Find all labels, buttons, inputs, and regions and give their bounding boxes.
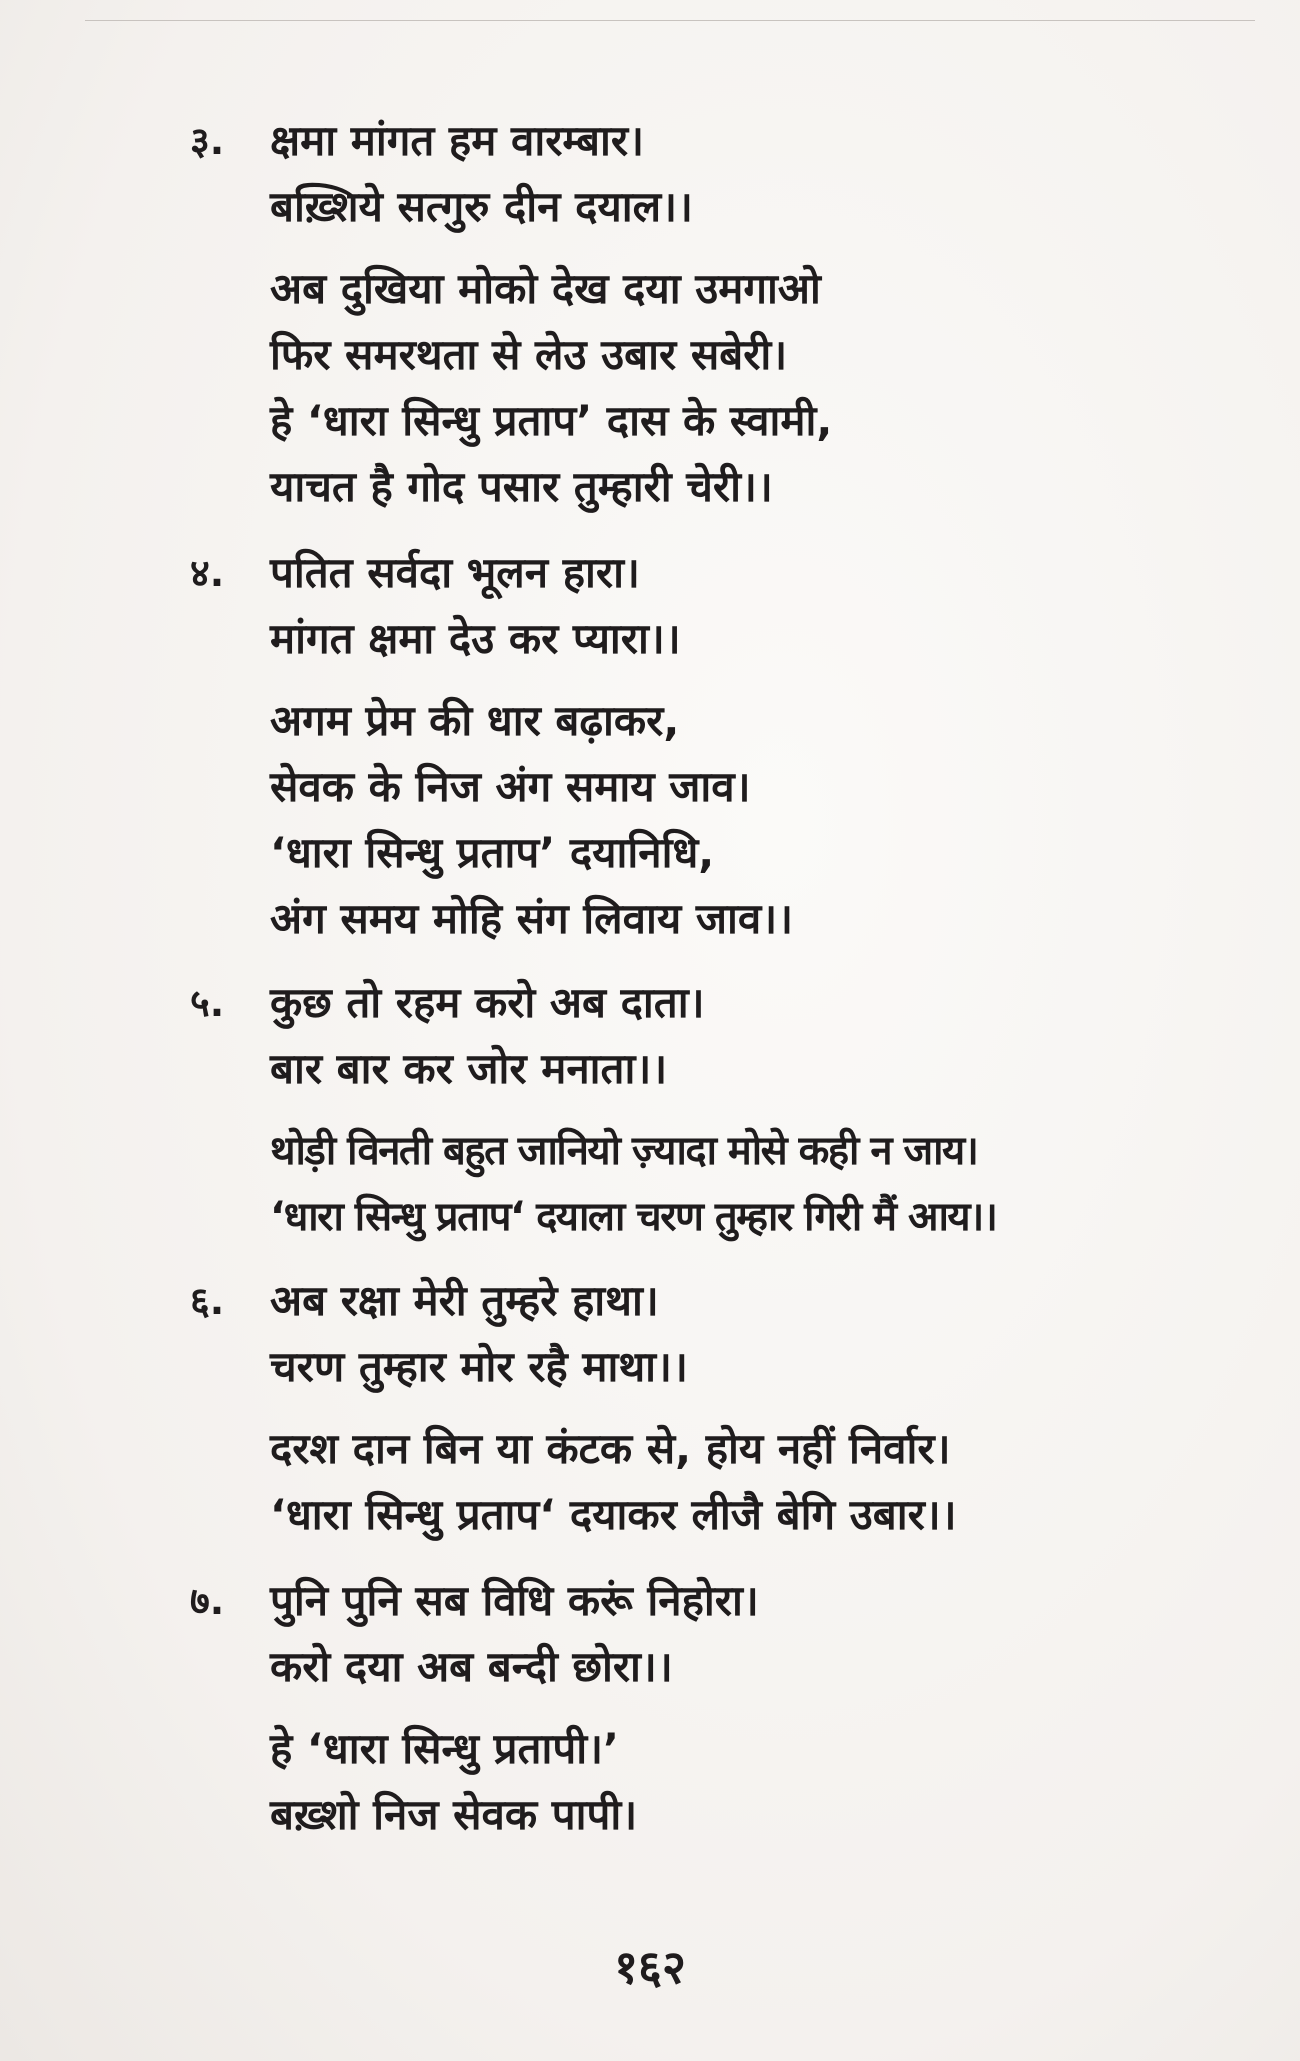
verse-line: पुनि पुनि सब विधि करूं निहोरा। <box>270 1576 759 1625</box>
verse-line: पतित सर्वदा भूलन हारा। <box>270 548 640 597</box>
verse-line: अंग समय मोहि संग लिवाय जाव।। <box>270 894 794 943</box>
verse-line: अब रक्षा मेरी तुम्हरे हाथा। <box>270 1276 659 1325</box>
verse-line: फिर समरथता से लेउ उबार सबेरी। <box>270 330 788 379</box>
page-number: १६२ <box>614 1940 686 1994</box>
verse-line: बख़्शो निज सेवक पापी। <box>270 1790 638 1839</box>
verse-line: थोड़ी विनती बहुत जानियो ज़्यादा मोसे कही न जाय। <box>270 1128 978 1174</box>
verse-line: ‘धारा सिन्धु प्रताप’ दयानिधि, <box>270 828 715 877</box>
verse-line: कुछ तो रहम करो अब दाता। <box>270 978 705 1027</box>
verse-line: बख़्शिये सत्गुरु दीन दयाल।। <box>270 182 693 231</box>
verse-line: ‘धारा सिन्धु प्रताप‘ दयाला चरण तुम्हार गिरी मैं आय।। <box>270 1194 997 1240</box>
verse-line: हे ‘धारा सिन्धु प्रतापी।’ <box>270 1724 619 1773</box>
verse-line: हे ‘धारा सिन्धु प्रताप’ दास के स्वामी, <box>270 396 833 445</box>
verse-line: बार बार कर जोर मनाता।। <box>270 1044 668 1093</box>
verse-line: मांगत क्षमा देउ कर प्यारा।। <box>270 614 681 663</box>
verse-line: करो दया अब बन्दी छोरा।। <box>270 1642 673 1691</box>
verse-line: क्षमा मांगत हम वारम्बार। <box>270 116 644 165</box>
verse-line: दरश दान बिन या कंटक से, होय नहीं निर्वार। <box>270 1424 951 1473</box>
verse-line: अब दुखिया मोको देख दया उमगाओ <box>270 264 821 313</box>
verse-line: सेवक के निज अंग समाय जाव। <box>270 762 751 811</box>
verse-number: ३. <box>190 119 225 163</box>
verse-line: अगम प्रेम की धार बढ़ाकर, <box>270 696 680 745</box>
verse-line: याचत है गोद पसार तुम्हारी चेरी।। <box>270 462 773 511</box>
verse-number: ४. <box>190 551 225 595</box>
verse-line: ‘धारा सिन्धु प्रताप‘ दयाकर लीजै बेगि उबार।। <box>270 1490 957 1539</box>
verse-number: ६. <box>190 1279 225 1323</box>
verse-number: ५. <box>190 981 225 1025</box>
page-edge-line <box>85 20 1255 21</box>
verse-number: ७. <box>190 1579 225 1623</box>
verse-line: चरण तुम्हार मोर रहै माथा।। <box>270 1342 688 1391</box>
